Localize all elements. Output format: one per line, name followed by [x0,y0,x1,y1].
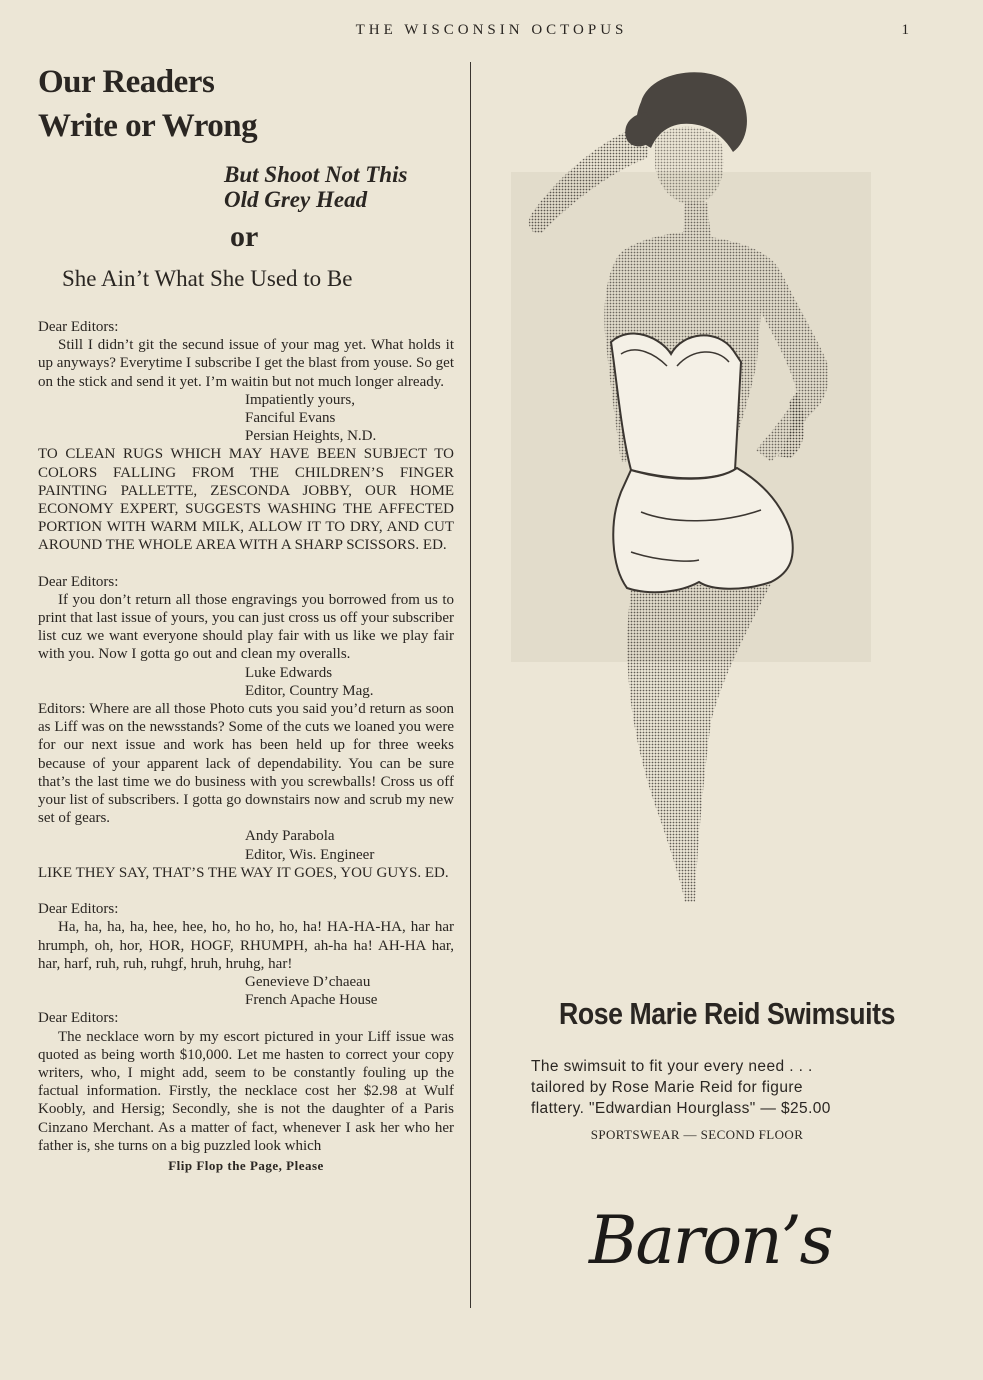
letter2-sig2: Editor, Country Mag. [245,682,374,699]
headline-line1: Our Readers [38,64,215,100]
ad-copy [531,1056,871,1119]
continued-note: Flip Flop the Page, Please [168,1157,324,1173]
ad-copy-line3: flattery. "Edwardian Hourglass" — $25.00 [531,1100,831,1117]
subhead-line2: Old Grey Head [224,187,368,212]
or-label: or [230,220,259,253]
barons-logo: Baron’s [589,1202,832,1279]
letter3-sig2: Editor, Wis. Engineer [245,846,375,863]
letter3-sig1: Andy Parabola [245,828,335,845]
running-head: THE WISCONSIN OCTOPUS [355,22,628,38]
letter2-body: If you don’t return all those engravings you borrowed from us to print that last issue of yours, you can just cross us off your subscriber list cuz we want everyone should play fair with us like we play fair with you. Now I gotta go out and clean my overalls. [38,591,454,663]
letter4-salutation: Dear Editors: [38,901,119,918]
letter4-sig1: Genevieve D’chaeau [245,973,371,990]
page-number: 1 [901,22,909,38]
letter1-sig3: Persian Heights, N.D. [245,428,377,445]
subheadline-2: She Ain’t What She Used to Be [62,266,353,291]
letter1-sig1: Impatiently yours, [245,391,355,408]
subheadline [224,162,454,212]
letter2-salutation: Dear Editors: [38,573,119,590]
ad-copy-line2: tailored by Rose Marie Reid for figure [531,1079,803,1096]
letters [38,318,454,1175]
letter5-salutation: Dear Editors: [38,1010,119,1027]
letter2-sig1: Luke Edwards [245,664,333,681]
letter1-body: Still I didn’t git the secund issue of your mag yet. What holds it up anyways? Everytime I subscribe I get the blast from youse. So get on the stick and send it yet. I’m waitin but not much longer already. [38,337,454,390]
letter5-body: The necklace worn by my escort pictured in your Liff issue was quoted as being worth $10,000. Let me hasten to correct your copy writers, who, I might add, seem to be constantly fouling up the factual information. Firstly, the necklace cost her $2.98 at Wulf Koobly, and Hersig; Secondly, she is not the daughter of a Paris Cinzano Merchant. As a matter of fact, whenever I ask her who her father is, she turns on a big puzzled look which [38,1028,454,1154]
letter3-reply: LIKE THEY SAY, THAT’S THE WAY IT GOES, YOU GUYS. ED. [38,864,449,881]
letter4-body: Ha, ha, ha, ha, hee, hee, ho, ho ho, ho, ha! HA-HA-HA, har har hrumph, oh, hor, HOR, HOGF, RHUMPH, ah-ha ha! AH-HA har, har, harf, ruh, ruh, ruhgf, hruh, hruhg, har! [38,919,454,972]
letters-column [38,60,454,1175]
headline-line2: Write or Wrong [38,108,258,144]
letter4-sig2: French Apache House [245,992,378,1009]
subhead-line1: But Shoot Not This [224,162,408,187]
advertisement [471,62,983,1380]
headline [38,60,454,148]
ad-copy-line1: The swimsuit to fit your every need . . . [531,1058,813,1075]
ad-title: Rose Marie Reid Swimsuits [559,996,895,1031]
letter1-reply: TO CLEAN RUGS WHICH MAY HAVE BEEN SUBJECT TO COLORS FALLING FROM THE CHILDREN’S FINGER PAINTING PALLETTE, ZESCONDA JOBBY, OUR HOME ECONOMY EXPERT, SUGGESTS WASHING THE AFFECTED PORTION WITH WARM MILK, ALLOW IT TO DRY, AND CUT AROUND THE WHOLE AREA WITH A SHARP SCISSORS. ED. [38,446,454,554]
letter1-salutation: Dear Editors: [38,319,119,335]
letter1-sig2: Fanciful Evans [245,410,336,427]
woman-in-swimsuit-illustration [471,62,983,922]
ad-department: SPORTSWEAR — SECOND FLOOR [590,1127,804,1142]
letter3-body: Editors: Where are all those Photo cuts you said you’d return as soon as Liff was on the newsstands? Some of the cuts we loaned you were for our next issue and work has been held up for three weeks because of your apparent lack of dependability. You can be sure that’s the last time we do business with you screwballs! Cross us off your list of subscribers. I gotta go downstairs now and scrub my new set of gears. [38,701,454,827]
